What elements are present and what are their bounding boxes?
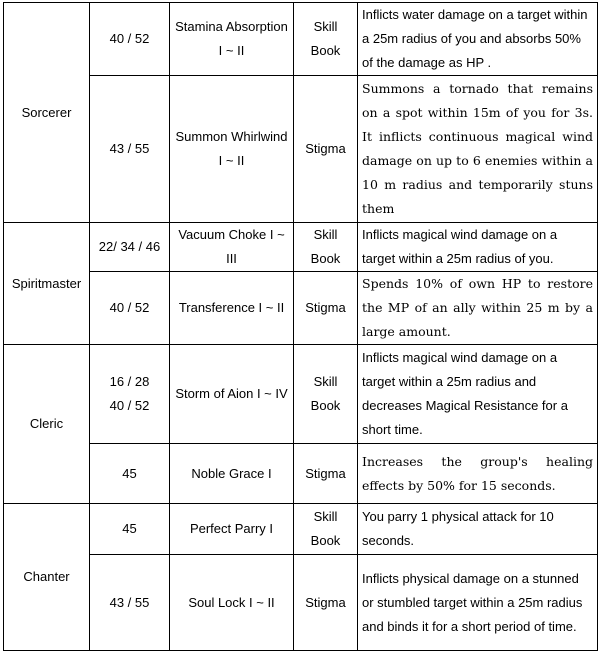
description-cell: Spends 10% of own HP to restore the MP of an ally within 25 m by a large amount. xyxy=(358,272,598,345)
table-row xyxy=(4,444,598,504)
skill-type-cell: Skill Book xyxy=(294,223,358,272)
class-cell-spiritmaster: Spiritmaster xyxy=(4,223,90,345)
table-row xyxy=(4,272,598,345)
table-row xyxy=(4,76,598,223)
skill-name-cell: Summon Whirlwind I ~ II xyxy=(170,76,294,223)
level-line: 16 / 28 xyxy=(109,374,150,389)
skill-type-cell: Skill Book xyxy=(294,345,358,444)
skill-name-cell: Stamina Absorption I ~ II xyxy=(170,3,294,76)
table-row xyxy=(4,223,598,272)
level-cell xyxy=(90,345,170,444)
skill-name-cell: Soul Lock I ~ II xyxy=(170,555,294,651)
level-cell: 45 xyxy=(90,504,170,555)
table-row xyxy=(4,504,598,555)
level-cell: 43 / 55 xyxy=(90,555,170,651)
description-cell: Increases the group's healing effects by 50% for 15 seconds. xyxy=(358,444,598,504)
skill-type-cell: Stigma xyxy=(294,272,358,345)
skill-name-cell: Vacuum Choke I ~ III xyxy=(170,223,294,272)
skill-name-cell: Noble Grace I xyxy=(170,444,294,504)
level-cell: 22/ 34 / 46 xyxy=(90,223,170,272)
skill-name-cell: Storm of Aion I ~ IV xyxy=(170,345,294,444)
class-cell-chanter: Chanter xyxy=(4,504,90,651)
skill-type-cell: Skill Book xyxy=(294,3,358,76)
level-cell: 40 / 52 xyxy=(90,3,170,76)
class-cell-cleric: Cleric xyxy=(4,345,90,504)
skill-type-cell: Stigma xyxy=(294,444,358,504)
description-cell: Inflicts magical wind damage on a target within a 25m radius of you. xyxy=(358,223,598,272)
table-row xyxy=(4,345,598,444)
description-cell: Inflicts magical wind damage on a target within a 25m radius and decreases Magical Resistance for a short time. xyxy=(358,345,598,444)
level-cell: 43 / 55 xyxy=(90,76,170,223)
level-cell: 45 xyxy=(90,444,170,504)
class-cell-sorcerer: Sorcerer xyxy=(4,3,90,223)
skill-name-cell: Transference I ~ II xyxy=(170,272,294,345)
level-line: 40 / 52 xyxy=(109,398,150,413)
skill-type-cell: Stigma xyxy=(294,555,358,651)
table-row xyxy=(4,3,598,76)
description-cell: Inflicts physical damage on a stunned or stumbled target within a 25m radius and binds it for a short period of time. xyxy=(358,555,598,651)
skill-type-cell: Stigma xyxy=(294,76,358,223)
description-cell: You parry 1 physical attack for 10 seconds. xyxy=(358,504,598,555)
skill-name-cell: Perfect Parry I xyxy=(170,504,294,555)
skills-table xyxy=(3,2,598,651)
skill-type-cell: Skill Book xyxy=(294,504,358,555)
description-cell: Summons a tornado that remains on a spot within 15m of you for 3s. It inflicts continuous magical wind damage on up to 6 enemies within a 10 m radius and temporarily stuns them xyxy=(358,76,598,223)
table-row xyxy=(4,555,598,651)
description-cell: Inflicts water damage on a target within a 25m radius of you and absorbs 50% of the damage as HP . xyxy=(358,3,598,76)
level-cell: 40 / 52 xyxy=(90,272,170,345)
